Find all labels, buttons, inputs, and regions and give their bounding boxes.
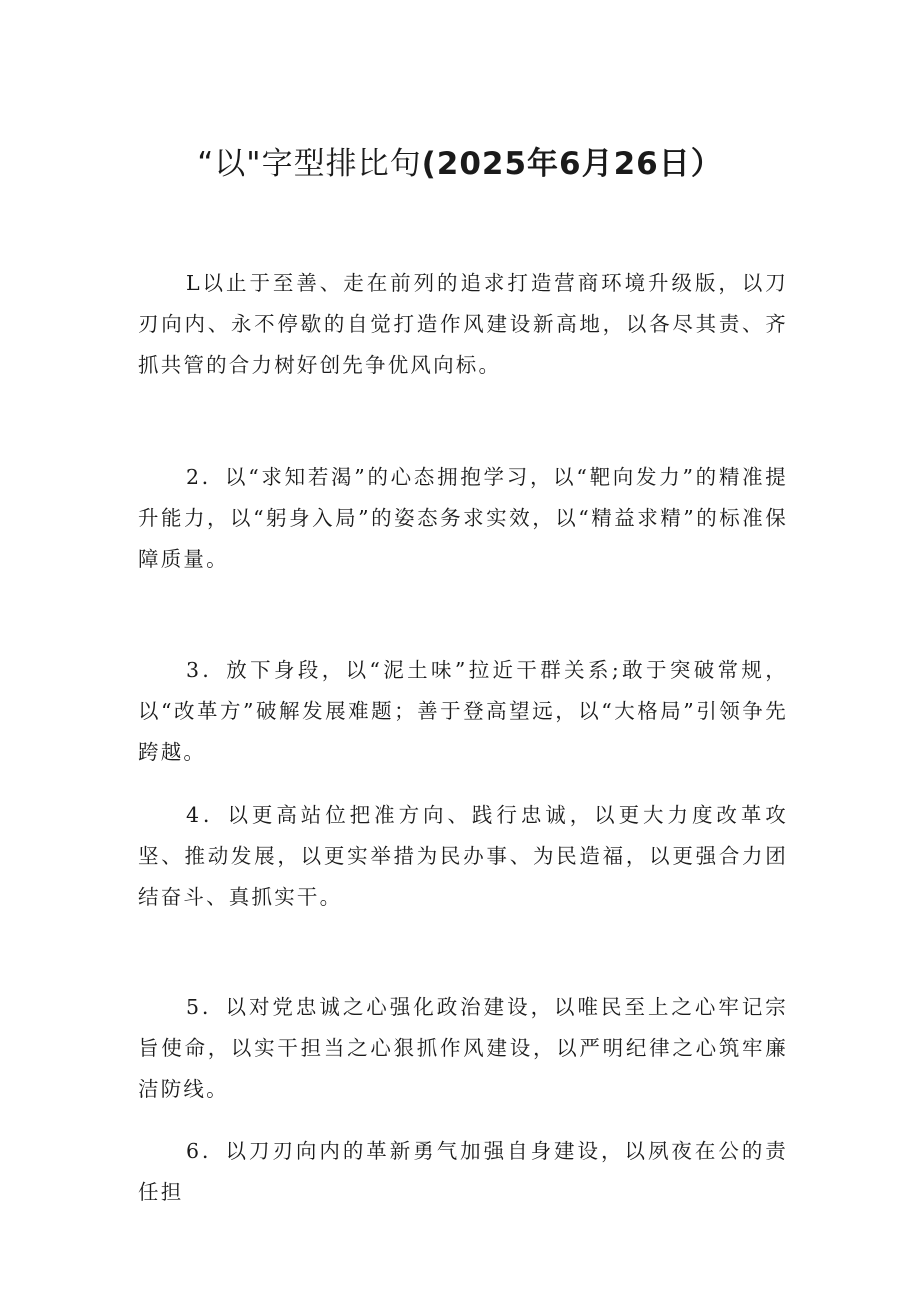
paragraph-1: L以止于至善、走在前列的追求打造营商环境升级版，以刀刃向内、永不停歇的自觉打造作风建设新高地，以各尽其责、齐抓共管的合力树好创先争优风向标。 [138, 271, 788, 377]
title-date: (2025年6月26日） [421, 146, 723, 182]
title-text: “以"字型排比句 [197, 146, 422, 182]
paragraph-4: 4．以更高站位把准方向、践行忠诚，以更大力度改革攻坚、推动发展，以更实举措为民办事、为民造福，以更强合力团结奋斗、真抓实干。 [138, 803, 788, 909]
paragraph-5: 5．以对党忠诚之心强化政治建设，以唯民至上之心牢记宗旨使命，以实干担当之心狠抓作风建设，以严明纪律之心筑牢廉洁防线。 [138, 995, 788, 1101]
paragraph-2: 2．以“求知若渴”的心态拥抱学习，以“靶向发力”的精准提升能力，以“躬身入局”的姿态务求实效，以“精益求精”的标准保障质量。 [138, 465, 788, 571]
paragraph-3: 3．放下身段，以“泥土味”拉近干群关系;敢于突破常规，以“改革方”破解发展难题；善于登高望远，以“大格局”引领争先跨越。 [138, 658, 788, 764]
paragraph-6: 6．以刀刃向内的革新勇气加强自身建设，以夙夜在公的责任担 [138, 1139, 788, 1204]
document-title [0, 138, 920, 183]
